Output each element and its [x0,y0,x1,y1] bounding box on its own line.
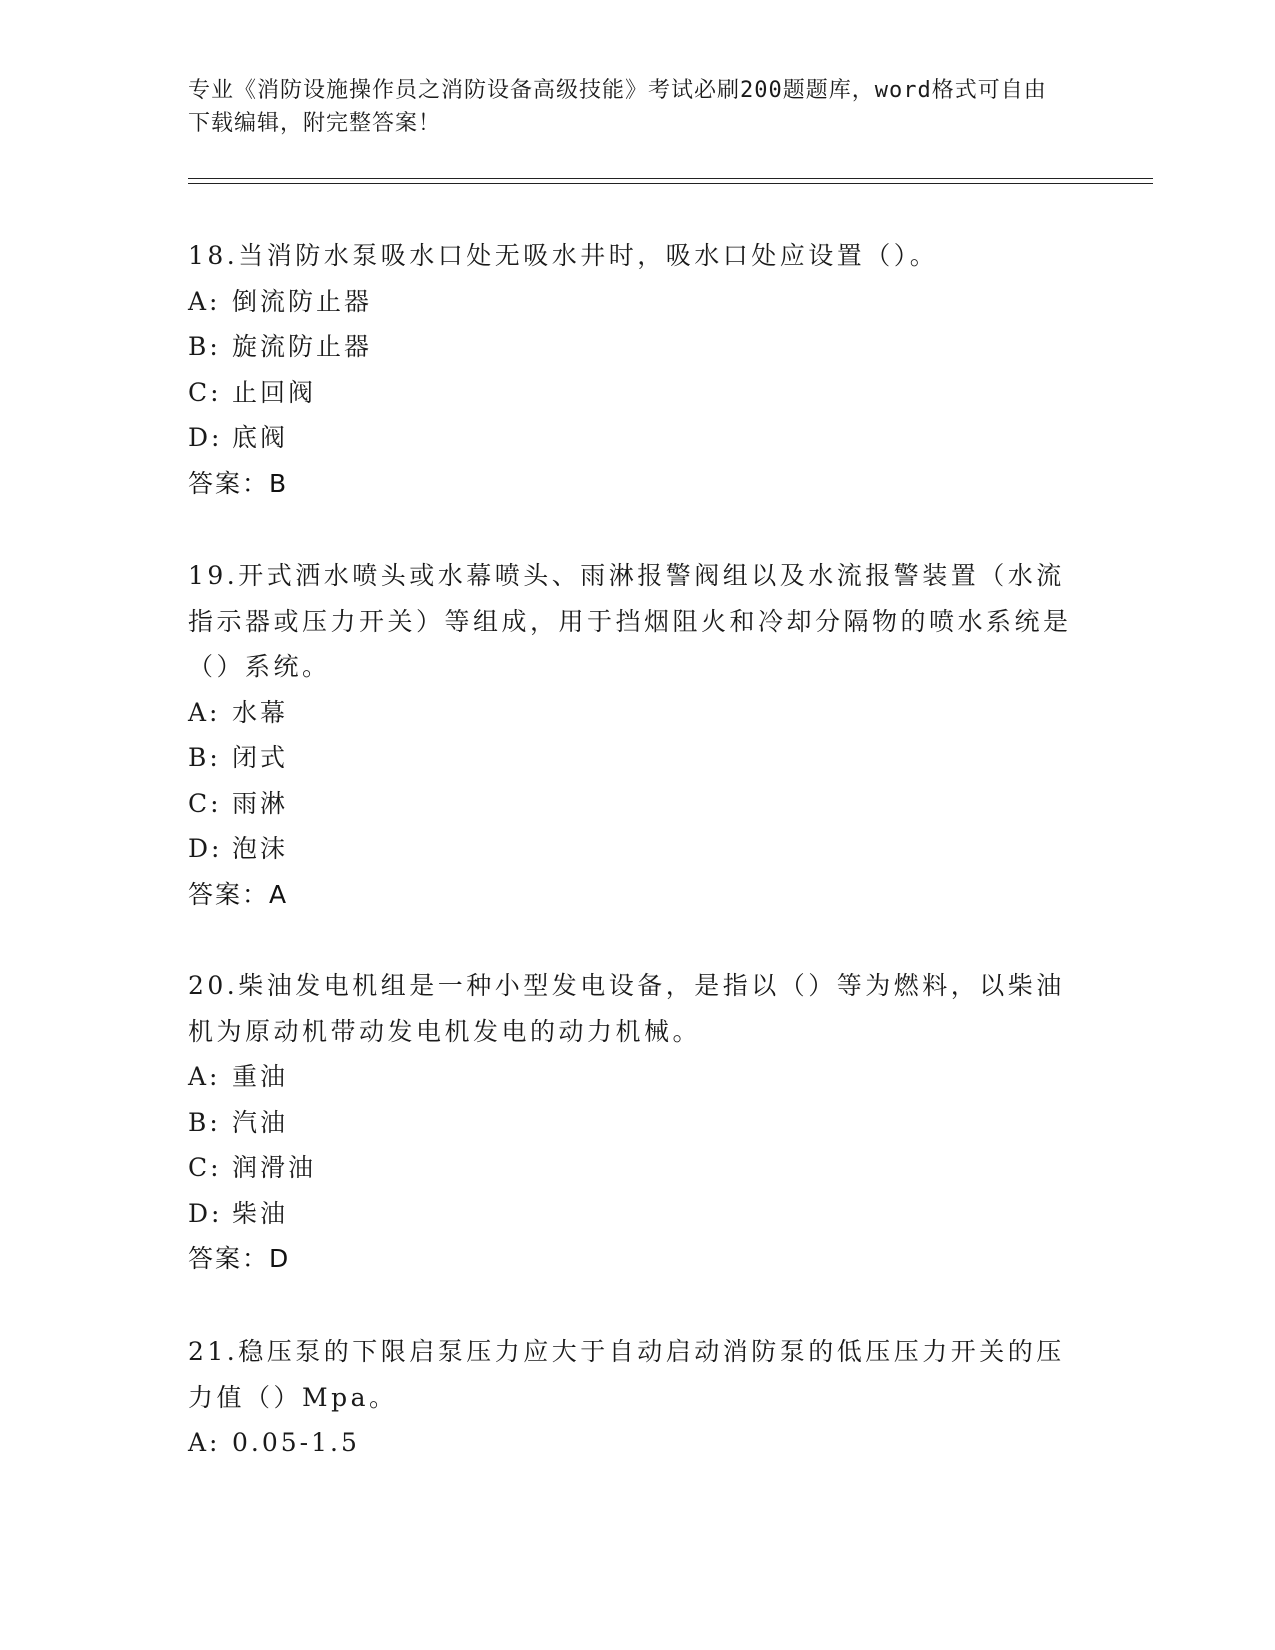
header-rule-top [188,178,1153,179]
question-stem: 18.当消防水泵吸水口处无吸水井时，吸水口处应设置（）。 [188,241,939,270]
header-rule-bottom [188,183,1153,184]
option-text: 止回阀 [232,377,317,407]
option-key: B: [188,743,221,772]
option-key: B: [188,332,221,361]
question-stem: 19.开式洒水喷头或水幕喷头、雨淋报警阀组以及水流报警装置（水流指示器或压力开关）等组成，用于挡烟阻火和冷却分隔物的喷水系统是（）系统。 [188,561,1072,681]
option-a [188,1420,1088,1466]
option-key: A: [188,697,221,727]
option-key: B: [188,1107,221,1137]
document-header: 专业《消防设施操作员之消防设备高级技能》考试必刷200题题库，word格式可自由下载编辑，附完整答案！ [188,78,1047,136]
answer-line: 答案：D [188,1244,291,1273]
option-d [188,826,1088,872]
answer-line: 答案：B [188,468,289,498]
option-text: 柴油 [232,1198,289,1228]
question-stem: 20.柴油发电机组是一种小型发电设备，是指以（）等为燃料，以柴油机为原动机带动发电机发电的动力机械。 [188,971,1065,1046]
option-key: D: [188,423,223,452]
option-key: C: [188,788,222,818]
option-text: 泡沫 [232,834,289,863]
option-text: 润滑油 [232,1153,317,1182]
option-b [188,735,1088,781]
option-text: 水幕 [232,697,289,727]
question-21 [188,1329,1088,1466]
option-key: D: [188,1198,223,1228]
answer-line: 答案：A [188,879,289,909]
option-text: 汽油 [232,1107,289,1137]
option-key: D: [188,834,223,863]
option-b [188,324,1088,370]
option-key: A: [188,1062,221,1091]
option-text: 0.05-1.5 [232,1428,360,1457]
option-text: 雨淋 [232,788,289,818]
question-20 [188,963,1088,1282]
option-key: C: [188,1153,222,1182]
option-c [188,1145,1088,1191]
option-key: A: [188,286,221,316]
option-a [188,690,1088,736]
option-text: 底阀 [232,423,289,452]
option-b [188,1100,1088,1146]
option-text: 闭式 [232,743,289,772]
question-stem: 21.稳压泵的下限启泵压力应大于自动启动消防泵的低压压力开关的压力值（）Mpa。 [188,1337,1065,1412]
option-text: 重油 [232,1062,289,1091]
option-a [188,1054,1088,1100]
option-a [188,279,1088,325]
question-19 [188,553,1088,917]
option-key: C: [188,377,222,407]
option-key: A: [188,1428,221,1457]
option-text: 旋流防止器 [232,332,373,361]
option-text: 倒流防止器 [232,286,373,316]
option-d [188,415,1088,461]
question-18 [188,233,1088,506]
option-d [188,1191,1088,1237]
option-c [188,781,1088,827]
option-c [188,370,1088,416]
